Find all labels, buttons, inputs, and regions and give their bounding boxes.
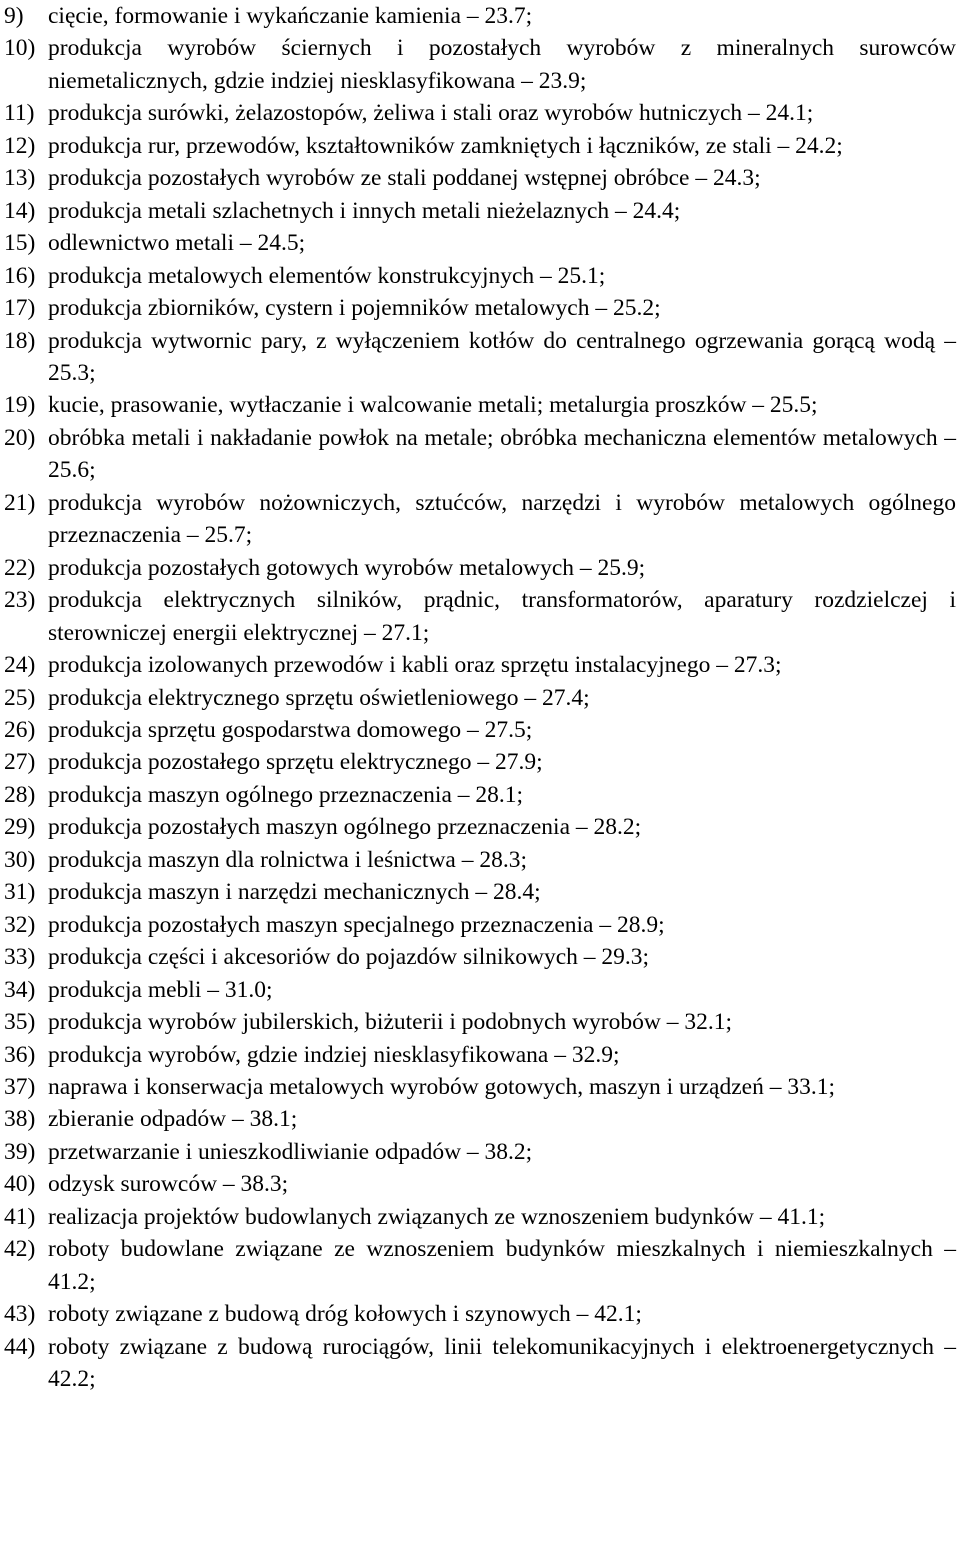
list-item (4, 0, 956, 32)
item-number: 41) (4, 1203, 36, 1230)
item-number: 29) (4, 814, 36, 841)
list-item (4, 97, 956, 129)
item-text: odzysk surowców – 38.3; (48, 1171, 289, 1198)
list-item (4, 1233, 956, 1298)
item-text: roboty budowlane związane ze wznoszeniem budynków mieszkalnych i niemieszkalnych – 41.2; (48, 1236, 956, 1295)
item-text: produkcja elektrycznych silników, prądnic, transformatorów, aparatury rozdzielczej i sterowniczej energii elektrycznej – 27.1; (48, 587, 956, 646)
list-item (4, 974, 956, 1006)
item-number: 38) (4, 1106, 36, 1133)
item-text: produkcja rur, przewodów, kształtowników zamkniętych i łączników, ze stali – 24.2; (48, 132, 843, 159)
list-item (4, 1331, 956, 1396)
item-number: 22) (4, 554, 36, 581)
list-item (4, 260, 956, 292)
list-item (4, 779, 956, 811)
item-number: 23) (4, 587, 36, 614)
list-item (4, 552, 956, 584)
item-text: produkcja elektrycznego sprzętu oświetleniowego – 27.4; (48, 684, 590, 711)
item-text: przetwarzanie i unieszkodliwianie odpadów – 38.2; (48, 1138, 533, 1165)
list-item (4, 1136, 956, 1168)
item-number: 30) (4, 846, 36, 873)
list-item (4, 325, 956, 390)
list-item (4, 746, 956, 778)
list-item (4, 32, 956, 97)
list-item (4, 1071, 956, 1103)
item-number: 42) (4, 1236, 36, 1263)
item-text: produkcja wytwornic pary, z wyłączeniem kotłów do centralnego ogrzewania gorącą wodą – 25.3; (48, 327, 956, 386)
list-item (4, 1201, 956, 1233)
item-number: 11) (4, 100, 35, 127)
item-text: obróbka metali i nakładanie powłok na metale; obróbka mechaniczna elementów metalowych – 25.6; (48, 424, 956, 484)
item-number: 40) (4, 1171, 36, 1198)
item-text: produkcja wyrobów nożowniczych, sztućców, narzędzi i wyrobów metalowych ogólnego przeznaczenia – 25.7; (48, 489, 956, 549)
item-text: produkcja zbiorników, cystern i pojemników metalowych – 25.2; (48, 295, 661, 322)
list-item (4, 162, 956, 194)
item-text: realizacja projektów budowlanych związanych ze wznoszeniem budynków – 41.1; (48, 1203, 826, 1230)
item-number: 44) (4, 1333, 36, 1360)
list-item (4, 487, 956, 552)
list-item (4, 1168, 956, 1200)
item-number: 43) (4, 1301, 36, 1328)
item-text: produkcja pozostałych wyrobów ze stali poddanej wstępnej obróbce – 24.3; (48, 165, 761, 192)
item-text: produkcja sprzętu gospodarstwa domowego – 27.5; (48, 716, 533, 743)
item-number: 25) (4, 684, 36, 711)
list-item (4, 844, 956, 876)
item-text: produkcja metalowych elementów konstrukcyjnych – 25.1; (48, 262, 606, 289)
item-text: produkcja pozostałych maszyn specjalnego przeznaczenia – 28.9; (48, 911, 665, 938)
item-number: 27) (4, 749, 36, 776)
item-text: zbieranie odpadów – 38.1; (48, 1106, 298, 1133)
list-item (4, 389, 956, 421)
item-text: kucie, prasowanie, wytłaczanie i walcowanie metali; metalurgia proszków – 25.5; (48, 392, 818, 419)
item-number: 34) (4, 976, 36, 1003)
list-item (4, 422, 956, 487)
item-text: cięcie, formowanie i wykańczanie kamienia – 23.7; (48, 3, 533, 29)
item-text: produkcja izolowanych przewodów i kabli oraz sprzętu instalacyjnego – 27.3; (48, 652, 782, 679)
item-text: produkcja maszyn dla rolnictwa i leśnictwa – 28.3; (48, 846, 528, 873)
item-number: 20) (4, 424, 36, 451)
item-number: 24) (4, 652, 36, 679)
list-item (4, 292, 956, 324)
list-item (4, 811, 956, 843)
list-item (4, 714, 956, 746)
list-item (4, 941, 956, 973)
item-text: produkcja maszyn ogólnego przeznaczenia – 28.1; (48, 781, 524, 808)
item-number: 13) (4, 165, 36, 192)
item-number: 21) (4, 489, 36, 516)
item-text: odlewnictwo metali – 24.5; (48, 230, 306, 257)
item-number: 16) (4, 262, 36, 289)
item-text: produkcja maszyn i narzędzi mechanicznych – 28.4; (48, 879, 541, 906)
item-number: 12) (4, 132, 36, 159)
item-number: 17) (4, 295, 36, 322)
item-number: 9) (4, 3, 24, 29)
item-text: naprawa i konserwacja metalowych wyrobów gotowych, maszyn i urządzeń – 33.1; (48, 1073, 835, 1100)
item-text: produkcja wyrobów ściernych i pozostałych wyrobów z mineralnych surowców niemetalicznych, gdzie indziej niesklasyfikowana – 23.9; (48, 35, 956, 94)
list-item (4, 584, 956, 649)
item-number: 19) (4, 392, 36, 419)
list-item (4, 1006, 956, 1038)
item-number: 15) (4, 230, 36, 257)
list-item (4, 227, 956, 259)
list-item (4, 876, 956, 908)
item-number: 31) (4, 879, 36, 906)
item-text: produkcja metali szlachetnych i innych metali nieżelaznych – 24.4; (48, 197, 681, 224)
numbered-list (4, 0, 956, 1395)
item-text: produkcja pozostałego sprzętu elektrycznego – 27.9; (48, 749, 543, 776)
item-number: 14) (4, 197, 36, 224)
item-text: roboty związane z budową dróg kołowych i szynowych – 42.1; (48, 1301, 642, 1328)
list-item (4, 1103, 956, 1135)
item-text: produkcja surówki, żelazostopów, żeliwa i stali oraz wyrobów hutniczych – 24.1; (48, 100, 814, 127)
list-item (4, 682, 956, 714)
list-item (4, 130, 956, 162)
item-number: 36) (4, 1041, 36, 1068)
item-text: produkcja pozostałych gotowych wyrobów metalowych – 25.9; (48, 554, 646, 581)
list-item (4, 1039, 956, 1071)
item-text: produkcja mebli – 31.0; (48, 976, 273, 1003)
item-number: 10) (4, 35, 36, 62)
item-number: 32) (4, 911, 36, 938)
item-number: 37) (4, 1073, 36, 1100)
item-number: 33) (4, 944, 36, 971)
list-item (4, 1298, 956, 1330)
item-text: produkcja pozostałych maszyn ogólnego przeznaczenia – 28.2; (48, 814, 642, 841)
item-number: 35) (4, 1009, 36, 1036)
item-number: 18) (4, 327, 36, 354)
item-text: roboty związane z budową rurociągów, linii telekomunikacyjnych i elektroenergetycznych – 42.2; (48, 1333, 956, 1393)
item-text: produkcja części i akcesoriów do pojazdów silnikowych – 29.3; (48, 944, 650, 971)
item-number: 39) (4, 1138, 36, 1165)
list-item (4, 195, 956, 227)
list-item (4, 649, 956, 681)
item-text: produkcja wyrobów, gdzie indziej niesklasyfikowana – 32.9; (48, 1041, 620, 1068)
item-number: 26) (4, 716, 36, 743)
item-number: 28) (4, 781, 36, 808)
list-item (4, 909, 956, 941)
item-text: produkcja wyrobów jubilerskich, biżuterii i podobnych wyrobów – 32.1; (48, 1009, 732, 1036)
